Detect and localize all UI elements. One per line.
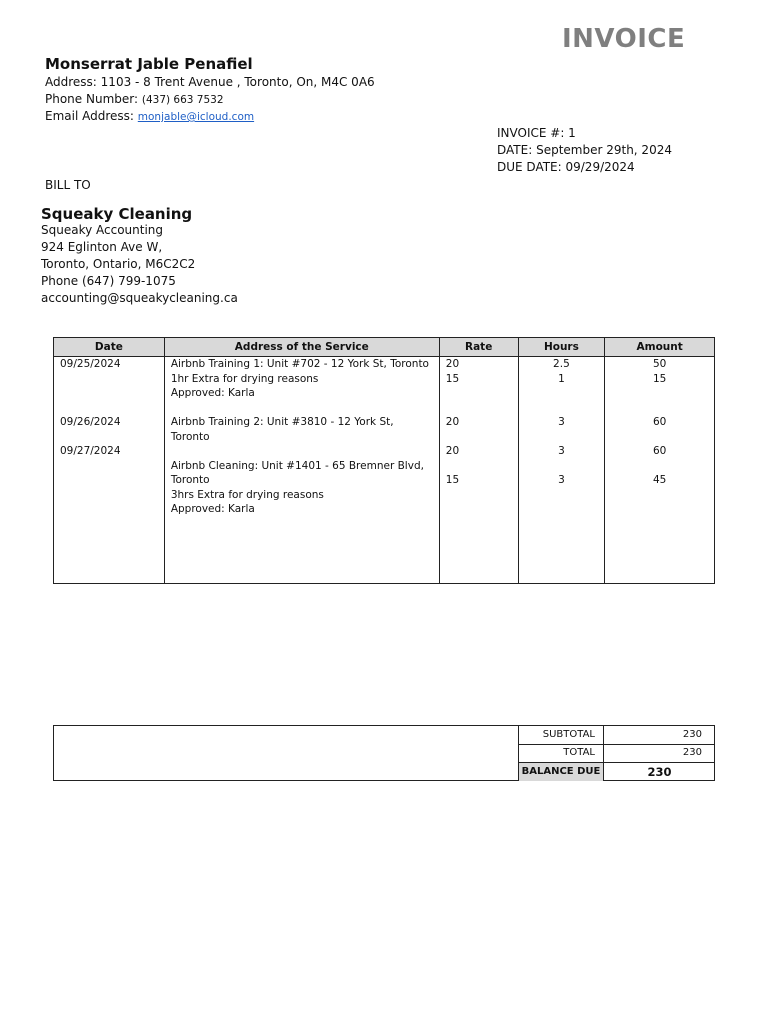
header-rate: Rate bbox=[439, 338, 518, 357]
service-line: 3hrs Extra for drying reasons bbox=[170, 488, 324, 501]
date-column bbox=[54, 357, 165, 584]
header-address: Address of the Service bbox=[164, 338, 439, 357]
sender-phone-line bbox=[45, 91, 224, 109]
rate-value: 15 bbox=[445, 474, 460, 486]
header-date: Date bbox=[54, 338, 165, 357]
sender-phone: (437) 663 7532 bbox=[141, 94, 224, 106]
hours-value: 1 bbox=[558, 372, 565, 385]
bill-to-city: Toronto, Ontario, M6C2C2 bbox=[41, 257, 196, 271]
amount-column bbox=[605, 357, 715, 584]
row-date: 09/26/2024 bbox=[60, 416, 121, 428]
total-value: 230 bbox=[682, 747, 702, 758]
subtotal-row bbox=[518, 726, 715, 745]
sender-address: 1103 - 8 Trent Avenue , Toronto, On, M4C 0A6 bbox=[100, 75, 375, 89]
total-row bbox=[518, 744, 715, 763]
balance-due-label: BALANCE DUE bbox=[518, 763, 604, 781]
bill-to-department: Squeaky Accounting bbox=[41, 223, 164, 237]
table-body-row bbox=[54, 357, 715, 584]
sender-address-line bbox=[45, 74, 375, 91]
service-line: 1hr Extra for drying reasons bbox=[170, 372, 319, 385]
invoice-number: INVOICE #: 1 bbox=[497, 126, 576, 140]
amount-value: 50 bbox=[652, 358, 667, 370]
service-line: Airbnb Training 1: Unit #702 - 12 York St, Toronto bbox=[170, 358, 429, 370]
header-hours: Hours bbox=[518, 338, 605, 357]
invoice-due-date: DUE DATE: 09/29/2024 bbox=[497, 160, 635, 174]
service-line: Airbnb Training 2: Unit #3810 - 12 York St, Toronto bbox=[170, 416, 394, 443]
document-title: INVOICE bbox=[562, 24, 686, 54]
bill-to-company: Squeaky Cleaning bbox=[41, 205, 193, 223]
hours-value: 3 bbox=[558, 416, 565, 428]
subtotal-label: SUBTOTAL bbox=[518, 726, 604, 744]
row-date: 09/27/2024 bbox=[60, 445, 121, 457]
amount-value: 60 bbox=[652, 445, 667, 457]
sender-phone-label: Phone Number: bbox=[45, 92, 139, 106]
hours-value: 2.5 bbox=[553, 358, 570, 370]
service-line: Toronto bbox=[170, 474, 210, 486]
row-date: 09/25/2024 bbox=[60, 358, 121, 370]
balance-due-value: 230 bbox=[647, 765, 672, 779]
amount-value: 45 bbox=[652, 474, 667, 486]
service-line: Approved: Karla bbox=[170, 387, 255, 399]
service-line: Approved: Karla bbox=[170, 503, 255, 515]
rate-value: 20 bbox=[445, 416, 460, 428]
bill-to-label: BILL TO bbox=[45, 178, 91, 192]
hours-column bbox=[518, 357, 605, 584]
sender-address-label: Address: bbox=[45, 75, 97, 89]
hours-value: 3 bbox=[558, 445, 565, 457]
amount-value: 15 bbox=[652, 372, 667, 385]
table-header-row bbox=[54, 338, 715, 357]
rate-column bbox=[439, 357, 518, 584]
sender-email-line bbox=[45, 108, 254, 126]
sender-email-link[interactable]: monjable@icloud.com bbox=[137, 111, 255, 123]
bill-to-phone: Phone (647) 799-1075 bbox=[41, 274, 176, 288]
totals-section bbox=[53, 725, 715, 781]
sender-email-label: Email Address: bbox=[45, 109, 134, 123]
total-label: TOTAL bbox=[518, 744, 604, 762]
amount-value: 60 bbox=[652, 416, 667, 428]
rate-value: 15 bbox=[445, 372, 460, 385]
invoice-date: DATE: September 29th, 2024 bbox=[497, 143, 672, 157]
address-column bbox=[164, 357, 439, 584]
subtotal-value: 230 bbox=[682, 729, 702, 740]
balance-due-row bbox=[518, 763, 715, 781]
rate-value: 20 bbox=[445, 445, 460, 457]
bill-to-email: accounting@squeakycleaning.ca bbox=[41, 291, 238, 305]
line-items-table bbox=[53, 337, 715, 584]
rate-value: 20 bbox=[445, 358, 460, 370]
service-line: Airbnb Cleaning: Unit #1401 - 65 Bremner Blvd, bbox=[170, 459, 424, 472]
bill-to-street: 924 Eglinton Ave W, bbox=[41, 240, 163, 254]
hours-value: 3 bbox=[558, 474, 565, 486]
sender-name: Monserrat Jable Penafiel bbox=[45, 55, 253, 73]
header-amount: Amount bbox=[605, 338, 715, 357]
